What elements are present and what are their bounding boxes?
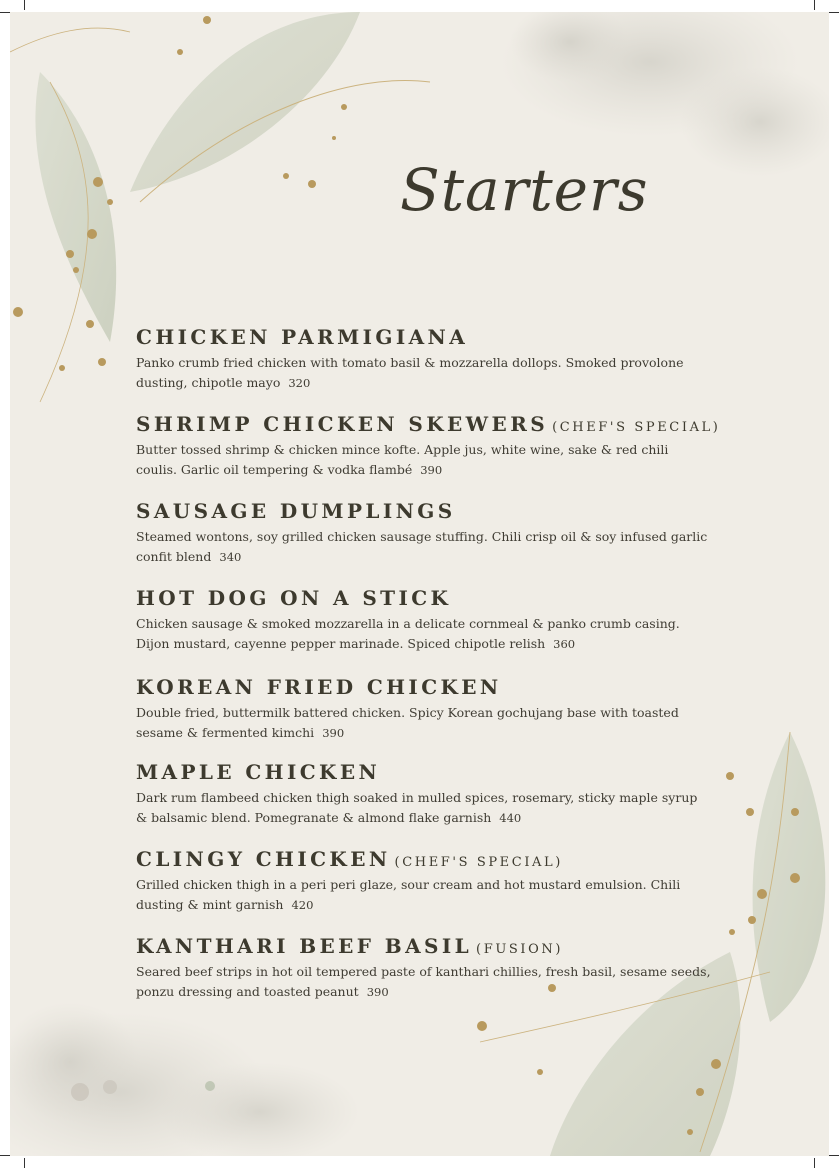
crop-mark xyxy=(814,1158,815,1168)
item-tag: (FUSION) xyxy=(476,942,564,957)
menu-page xyxy=(10,12,829,1156)
title-script xyxy=(395,142,725,242)
crop-mark xyxy=(814,0,815,10)
crop-mark xyxy=(829,1155,839,1156)
item-name: SHRIMP CHICKEN SKEWERS xyxy=(136,412,549,436)
item-description: Seared beef strips in hot oil tempered paste of kanthari chillies, fresh basil, sesame seeds, ponzu dressing and toasted peanut xyxy=(136,964,711,999)
item-description-row xyxy=(136,353,711,393)
item-name-row xyxy=(136,760,716,788)
item-price: 390 xyxy=(322,726,345,740)
item-name: SAUSAGE DUMPLINGS xyxy=(136,499,456,523)
crop-mark xyxy=(24,0,25,10)
item-description-row xyxy=(136,788,711,828)
item-price: 340 xyxy=(219,550,242,564)
item-name: HOT DOG ON A STICK xyxy=(136,586,452,610)
item-description-row xyxy=(136,962,711,1002)
item-name-row xyxy=(136,586,716,614)
item-name-row xyxy=(136,325,716,353)
menu-item xyxy=(136,760,716,828)
item-description-row xyxy=(136,614,711,654)
item-name: MAPLE CHICKEN xyxy=(136,760,381,784)
title-text: Starters xyxy=(400,156,649,224)
crop-mark xyxy=(24,1158,25,1168)
crop-mark xyxy=(829,12,839,13)
item-description-row xyxy=(136,703,711,743)
item-name: CHICKEN PARMIGIANA xyxy=(136,325,469,349)
item-description-row xyxy=(136,527,711,567)
item-description: Dark rum flambeed chicken thigh soaked in mulled spices, rosemary, sticky maple syrup & balsamic blend. Pomegranate & almond flake garnish xyxy=(136,790,698,825)
menu-item xyxy=(136,499,716,567)
menu-item xyxy=(136,586,716,654)
watercolor-splash-bottom-left xyxy=(10,1002,360,1156)
item-price: 360 xyxy=(553,637,576,651)
item-description: Chicken sausage & smoked mozzarella in a delicate cornmeal & panko crumb casing. Dijon mustard, cayenne pepper marinade. Spiced chipotle relish xyxy=(136,616,680,651)
page-title xyxy=(395,142,725,242)
item-name-row xyxy=(136,847,716,875)
item-tag: (CHEF'S SPECIAL) xyxy=(394,855,563,870)
item-name: CLINGY CHICKEN xyxy=(136,847,391,871)
item-description-row xyxy=(136,875,711,915)
item-name-row xyxy=(136,934,716,962)
item-price: 420 xyxy=(291,898,314,912)
item-price: 390 xyxy=(366,985,389,999)
item-tag: (CHEF'S SPECIAL) xyxy=(552,420,721,435)
crop-mark xyxy=(0,12,10,13)
item-name-row xyxy=(136,412,721,440)
item-description: Steamed wontons, soy grilled chicken sausage stuffing. Chili crisp oil & soy infused garlic confit blend xyxy=(136,529,708,564)
menu-item xyxy=(136,412,721,480)
menu-item xyxy=(136,847,716,915)
item-price: 390 xyxy=(420,463,443,477)
menu-item xyxy=(136,934,716,1002)
item-description: Panko crumb fried chicken with tomato basil & mozzarella dollops. Smoked provolone dusting, chipotle mayo xyxy=(136,355,684,390)
item-description: Grilled chicken thigh in a peri peri glaze, sour cream and hot mustard emulsion. Chili dusting & mint garnish xyxy=(136,877,681,912)
menu-item xyxy=(136,675,716,743)
item-name-row xyxy=(136,675,716,703)
item-name: KANTHARI BEEF BASIL xyxy=(136,934,473,958)
item-name: KOREAN FRIED CHICKEN xyxy=(136,675,502,699)
menu-item xyxy=(136,325,716,393)
item-description: Butter tossed shrimp & chicken mince kofte. Apple jus, white wine, sake & red chili coulis. Garlic oil tempering & vodka flambé xyxy=(136,442,669,477)
item-price: 320 xyxy=(288,376,311,390)
item-price: 440 xyxy=(499,811,522,825)
item-description-row xyxy=(136,440,711,480)
item-description: Double fried, buttermilk battered chicken. Spicy Korean gochujang base with toasted sesame & fermented kimchi xyxy=(136,705,679,740)
crop-mark xyxy=(0,1155,10,1156)
item-name-row xyxy=(136,499,716,527)
